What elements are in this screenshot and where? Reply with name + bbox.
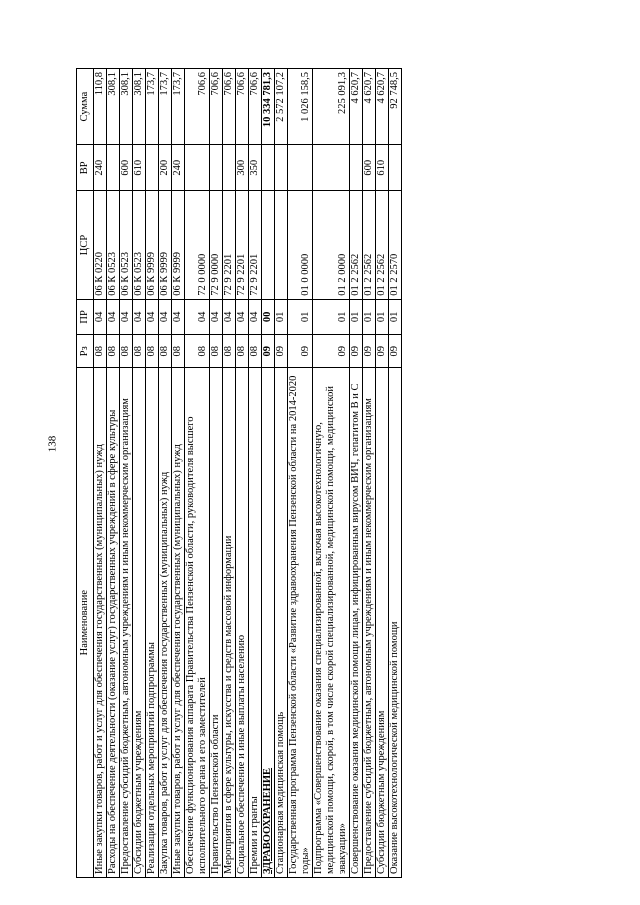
table-row — [249, 69, 262, 878]
cell-csr: 06 К 9999 — [172, 191, 185, 299]
table-row — [350, 69, 363, 878]
cell-csr: 06 К 0523 — [107, 191, 120, 299]
cell-pr: 00 — [262, 299, 275, 334]
cell-pr: 01 — [275, 299, 288, 334]
cell-sum: 4 620,7 — [376, 69, 389, 145]
cell-csr: 06 К 0523 — [133, 191, 146, 299]
table-row — [94, 69, 107, 878]
table-body — [94, 69, 402, 878]
cell-sum: 4 620,7 — [350, 69, 363, 145]
cell-rz: 08 — [107, 335, 120, 368]
cell-csr: 01 2 2562 — [363, 191, 376, 299]
cell-vr: 610 — [376, 145, 389, 191]
cell-rz: 09 — [313, 335, 350, 368]
cell-sum: 92 748,5 — [389, 69, 402, 145]
table-row — [159, 69, 172, 878]
cell-sum: 1 026 158,5 — [288, 69, 313, 145]
cell-name: Реализация отдельных мероприятий подпрограммы — [146, 368, 159, 878]
cell-vr — [146, 145, 159, 191]
table-row — [262, 69, 275, 878]
cell-rz: 09 — [350, 335, 363, 368]
cell-rz: 08 — [120, 335, 133, 368]
cell-rz: 09 — [275, 335, 288, 368]
cell-pr: 04 — [94, 299, 107, 334]
cell-pr: 04 — [210, 299, 223, 334]
cell-csr: 72 9 0000 — [210, 191, 223, 299]
cell-rz: 09 — [262, 335, 275, 368]
cell-vr — [350, 145, 363, 191]
cell-pr: 04 — [236, 299, 249, 334]
table-row — [120, 69, 133, 878]
cell-sum: 308,1 — [120, 69, 133, 145]
cell-name: Премии и гранты — [249, 368, 262, 878]
cell-name: Иные закупки товаров, работ и услуг для обеспечения государственных (муниципальных) нужд — [172, 368, 185, 878]
cell-sum: 308,1 — [133, 69, 146, 145]
cell-pr: 01 — [376, 299, 389, 334]
cell-sum: 4 620,7 — [363, 69, 376, 145]
cell-pr: 04 — [223, 299, 236, 334]
header-vr: ВР — [77, 145, 94, 191]
cell-name: Закупка товаров, работ и услуг для обеспечения государственных (муниципальных) нужд — [159, 368, 172, 878]
cell-rz: 08 — [133, 335, 146, 368]
cell-vr: 600 — [363, 145, 376, 191]
cell-name: Государственная программа Пензенской области «Развитие здравоохранения Пензенской области на 2014-2020 годы» — [288, 368, 313, 878]
cell-sum: 706,6 — [223, 69, 236, 145]
table-row — [288, 69, 313, 878]
cell-vr: 240 — [172, 145, 185, 191]
cell-vr — [223, 145, 236, 191]
header-pr: ПР — [77, 299, 94, 334]
cell-pr: 04 — [185, 299, 210, 334]
rotated-table-wrapper — [76, 68, 556, 878]
cell-pr: 04 — [249, 299, 262, 334]
cell-csr — [275, 191, 288, 299]
cell-csr — [262, 191, 275, 299]
header-csr: ЦСР — [77, 191, 94, 299]
cell-name: Обеспечение функционирования аппарата Правительства Пензенской области, руководителя высшего исполнительного органа и его заместителей — [185, 368, 210, 878]
cell-sum: 706,6 — [236, 69, 249, 145]
table-row — [363, 69, 376, 878]
budget-table — [76, 68, 402, 878]
cell-vr — [107, 145, 120, 191]
cell-name: Предоставление субсидий бюджетным, автономным учреждениям и иным некоммерческим организациям — [363, 368, 376, 878]
cell-rz: 09 — [389, 335, 402, 368]
cell-name: Мероприятия в сфере культуры, искусства и средств массовой информации — [223, 368, 236, 878]
header-sum: Сумма — [77, 69, 94, 145]
cell-sum: 225 091,3 — [313, 69, 350, 145]
cell-rz: 08 — [185, 335, 210, 368]
cell-sum: 2 572 107,2 — [275, 69, 288, 145]
cell-sum: 110,8 — [94, 69, 107, 145]
cell-pr: 01 — [313, 299, 350, 334]
cell-name: Субсидии бюджетным учреждениям — [376, 368, 389, 878]
table-row — [236, 69, 249, 878]
cell-pr: 04 — [159, 299, 172, 334]
cell-pr: 04 — [133, 299, 146, 334]
cell-rz: 09 — [288, 335, 313, 368]
page-number: 138 — [46, 435, 59, 453]
cell-pr: 01 — [288, 299, 313, 334]
table-row — [389, 69, 402, 878]
cell-rz: 08 — [172, 335, 185, 368]
cell-pr: 01 — [363, 299, 376, 334]
cell-name: Иные закупки товаров, работ и услуг для обеспечения государственных (муниципальных) нужд — [94, 368, 107, 878]
cell-name: Расходы на обеспечение деятельности (оказание услуг) государственных учреждений в сфере культуры — [107, 368, 120, 878]
cell-name: Социальное обеспечение и иные выплаты населению — [236, 368, 249, 878]
rotated-table-container — [76, 68, 556, 878]
cell-rz: 08 — [210, 335, 223, 368]
cell-csr: 01 2 2570 — [389, 191, 402, 299]
cell-rz: 08 — [159, 335, 172, 368]
cell-vr: 610 — [133, 145, 146, 191]
cell-vr — [313, 145, 350, 191]
cell-pr: 04 — [172, 299, 185, 334]
cell-name: Субсидии бюджетным учреждениям — [133, 368, 146, 878]
cell-pr: 04 — [107, 299, 120, 334]
section-title: ЗДРАВООХРАНЕНИЕ — [262, 767, 273, 874]
cell-vr — [262, 145, 275, 191]
cell-name: Предоставление субсидий бюджетным, автономным учреждениям и иным некоммерческим организациям — [120, 368, 133, 878]
table-row — [210, 69, 223, 878]
table-row — [313, 69, 350, 878]
cell-name: Стационарная медицинская помощь — [275, 368, 288, 878]
cell-rz: 08 — [223, 335, 236, 368]
cell-rz: 08 — [236, 335, 249, 368]
cell-pr: 04 — [146, 299, 159, 334]
table-row — [376, 69, 389, 878]
cell-csr: 01 0 0000 — [288, 191, 313, 299]
cell-vr — [275, 145, 288, 191]
cell-sum: 173,7 — [172, 69, 185, 145]
cell-sum: 10 334 781,3 — [262, 69, 275, 145]
cell-sum: 706,6 — [185, 69, 210, 145]
cell-sum: 308,1 — [107, 69, 120, 145]
header-name: Наименование — [77, 368, 94, 878]
cell-sum: 173,7 — [159, 69, 172, 145]
table-row — [146, 69, 159, 878]
cell-sum: 706,6 — [249, 69, 262, 145]
cell-csr: 06 К 9999 — [146, 191, 159, 299]
table-row — [107, 69, 120, 878]
cell-vr — [210, 145, 223, 191]
cell-csr: 72 9 2201 — [249, 191, 262, 299]
cell-csr: 01 2 2562 — [376, 191, 389, 299]
cell-rz: 08 — [249, 335, 262, 368]
cell-pr: 01 — [389, 299, 402, 334]
cell-name: Оказание высокотехнологической медицинской помощи — [389, 368, 402, 878]
cell-vr — [389, 145, 402, 191]
table-row — [185, 69, 210, 878]
cell-sum: 173,7 — [146, 69, 159, 145]
cell-name: Правительство Пензенской области — [210, 368, 223, 878]
cell-csr: 06 К 0220 — [94, 191, 107, 299]
cell-sum: 706,6 — [210, 69, 223, 145]
table-row — [275, 69, 288, 878]
table-row — [133, 69, 146, 878]
cell-vr — [288, 145, 313, 191]
cell-csr: 06 К 9999 — [159, 191, 172, 299]
cell-name: Совершенствование оказания медицинской помощи лицам, инфицированным вирусом ВИЧ, гепатитом В и С — [350, 368, 363, 878]
cell-csr: 72 9 2201 — [223, 191, 236, 299]
cell-rz: 08 — [146, 335, 159, 368]
table-row — [223, 69, 236, 878]
cell-name: Подпрограмма «Совершенствование оказания специализированной, включая высокотехнологичную, медицинской помощи, скорой, в том числе скорой специализированной, медицинской помощи, медицинской эвакуации» — [313, 368, 350, 878]
cell-csr: 06 К 0523 — [120, 191, 133, 299]
cell-name — [262, 368, 275, 878]
cell-rz: 09 — [363, 335, 376, 368]
cell-csr: 72 9 2201 — [236, 191, 249, 299]
cell-vr: 240 — [94, 145, 107, 191]
cell-pr: 01 — [350, 299, 363, 334]
header-rz: Рз — [77, 335, 94, 368]
cell-vr — [185, 145, 210, 191]
cell-csr: 72 0 0000 — [185, 191, 210, 299]
table-header-row — [77, 69, 94, 878]
cell-csr: 01 2 2562 — [350, 191, 363, 299]
cell-pr: 04 — [120, 299, 133, 334]
cell-vr: 350 — [249, 145, 262, 191]
cell-rz: 09 — [376, 335, 389, 368]
cell-vr: 600 — [120, 145, 133, 191]
cell-csr: 01 2 0000 — [313, 191, 350, 299]
cell-vr: 300 — [236, 145, 249, 191]
cell-vr: 200 — [159, 145, 172, 191]
table-row — [172, 69, 185, 878]
cell-rz: 08 — [94, 335, 107, 368]
